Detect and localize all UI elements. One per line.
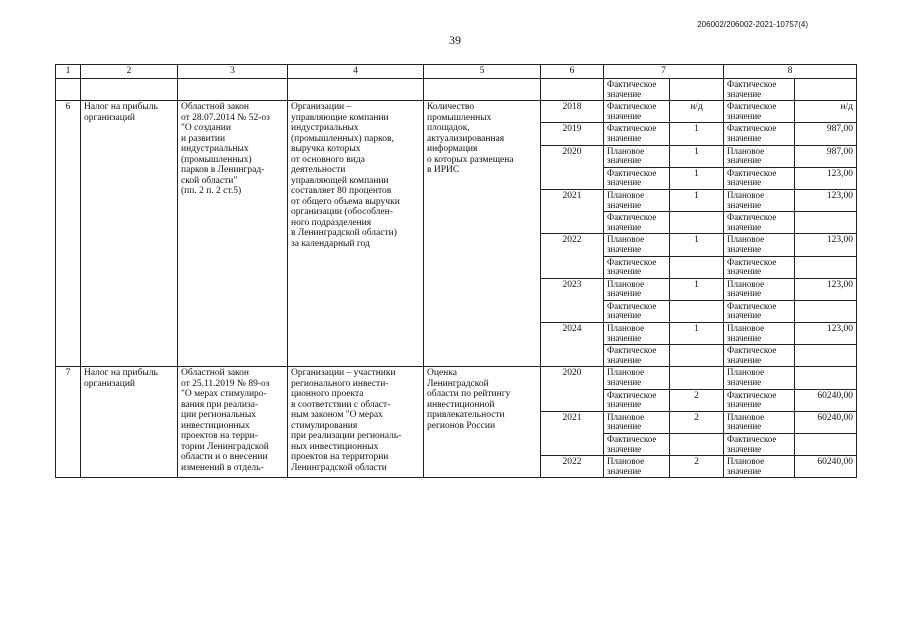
- indicator-type-label: Фактическое значение: [724, 345, 795, 367]
- indicator-type-label: Плановое значение: [604, 323, 670, 345]
- indicator-type-label: Плановое значение: [604, 145, 670, 167]
- year-cell: 2021: [541, 189, 604, 233]
- entry-number: 7: [56, 367, 81, 478]
- year-cell: 2021: [541, 411, 604, 455]
- indicator-value: 1: [670, 189, 724, 211]
- indicator-type-label: Фактическое значение: [724, 256, 795, 278]
- indicator-type-label: Фактическое значение: [724, 167, 795, 189]
- column-number: 5: [424, 65, 541, 79]
- indicator-type-label: Фактическое значение: [604, 434, 670, 456]
- efficiency-indicator: Количество промышленных площадок, актуализированная информация о которых размещена в ИРИС: [424, 101, 541, 367]
- tax-name: Налог на прибыль организаций: [81, 367, 178, 478]
- indicator-type-label: Плановое значение: [724, 367, 795, 389]
- indicator-type-label: Фактическое значение: [604, 300, 670, 322]
- continuation-row: [56, 79, 857, 101]
- indicator-type-label: Плановое значение: [604, 234, 670, 256]
- tax-name: Налог на прибыль организаций: [81, 101, 178, 367]
- benefit-amount: 123,00: [795, 167, 857, 189]
- indicator-type-label: Фактическое значение: [604, 123, 670, 145]
- indicator-type-label: Плановое значение: [724, 145, 795, 167]
- indicator-type-label: Плановое значение: [604, 411, 670, 433]
- table-row: [56, 367, 857, 389]
- indicator-value: 1: [670, 234, 724, 256]
- page-number: 39: [449, 33, 461, 47]
- indicator-type-label: Плановое значение: [724, 456, 795, 478]
- benefit-amount: 123,00: [795, 323, 857, 345]
- year-cell: 2020: [541, 367, 604, 411]
- indicator-value: 1: [670, 145, 724, 167]
- year-cell: 2022: [541, 456, 604, 478]
- indicator-type-label: Плановое значение: [604, 278, 670, 300]
- benefit-amount: [795, 256, 857, 278]
- benefit-amount: [795, 434, 857, 456]
- benefit-amount: [795, 367, 857, 389]
- indicator-type-label: Фактическое значение: [604, 256, 670, 278]
- year-cell: 2024: [541, 323, 604, 367]
- entry-number: 6: [56, 101, 81, 367]
- benefit-amount: [795, 212, 857, 234]
- indicator-type-label: Фактическое значение: [604, 389, 670, 411]
- year-cell: 2019: [541, 123, 604, 145]
- benefit-amount: 123,00: [795, 278, 857, 300]
- year-cell: 2022: [541, 234, 604, 278]
- indicator-type-label: Плановое значение: [604, 189, 670, 211]
- indicator-type-label: Фактическое значение: [724, 389, 795, 411]
- indicator-value: [670, 256, 724, 278]
- year-cell: 2023: [541, 278, 604, 322]
- indicator-type-label: Фактическое значение: [724, 123, 795, 145]
- indicator-type-label: Фактическое значение: [724, 300, 795, 322]
- column-number: 8: [724, 65, 857, 79]
- indicator-type-label: Фактическое значение: [604, 101, 670, 123]
- indicator-type-label: Плановое значение: [724, 189, 795, 211]
- indicator-value: 1: [670, 123, 724, 145]
- column-number: 6: [541, 65, 604, 79]
- table-row: [56, 101, 857, 123]
- indicator-value: 1: [670, 278, 724, 300]
- indicator-type-label: Плановое значение: [724, 234, 795, 256]
- indicator-value: [670, 367, 724, 389]
- benefit-amount: 987,00: [795, 123, 857, 145]
- indicator-value: 2: [670, 456, 724, 478]
- indicator-type-label: Фактическое значение: [604, 212, 670, 234]
- column-number: 1: [56, 65, 81, 79]
- benefit-amount: 60240,00: [795, 411, 857, 433]
- indicator-value: [670, 212, 724, 234]
- indicator-type-label: Фактическое значение: [724, 434, 795, 456]
- indicator-value: 1: [670, 323, 724, 345]
- column-number: 3: [178, 65, 288, 79]
- indicator-type-label: Плановое значение: [724, 411, 795, 433]
- benefit-amount: [795, 345, 857, 367]
- benefit-amount: 987,00: [795, 145, 857, 167]
- indicator-value: 2: [670, 389, 724, 411]
- indicator-value: 2: [670, 411, 724, 433]
- benefits-table: [55, 64, 857, 478]
- benefit-amount: 123,00: [795, 189, 857, 211]
- legal-basis: Областной закон от 28.07.2014 № 52-оз "О создании и развитии индустриальных (промышленных) парков в Ленинград- ской области" (пп. 2 п. 2 ст.5): [178, 101, 288, 367]
- indicator-type-label: Плановое значение: [604, 456, 670, 478]
- column-number: 2: [81, 65, 178, 79]
- benefit-amount: 60240,00: [795, 389, 857, 411]
- document-id: 206002/206002-2021-10757(4): [697, 20, 808, 29]
- column-number-row: [56, 65, 857, 79]
- column-number: 7: [604, 65, 724, 79]
- efficiency-indicator: Оценка Ленинградской области по рейтингу инвестиционной привлекательности регионов России: [424, 367, 541, 478]
- indicator-type-label: Плановое значение: [724, 278, 795, 300]
- indicator-type-label: Фактическое значение: [724, 79, 795, 101]
- indicator-type-label: Плановое значение: [604, 367, 670, 389]
- benefit-recipients: Организации – участники регионального инвести- ционного проекта в соответствии с област- ным законом "О мерах стимулирования при реализации региональ- ных инвестиционных проектов на территории Ленинградской области: [288, 367, 424, 478]
- benefit-amount: [795, 300, 857, 322]
- year-cell: 2020: [541, 145, 604, 189]
- indicator-value: [670, 345, 724, 367]
- year-cell: 2018: [541, 101, 604, 123]
- indicator-type-label: Фактическое значение: [724, 212, 795, 234]
- indicator-value: 1: [670, 167, 724, 189]
- benefit-amount: 60240,00: [795, 456, 857, 478]
- benefit-amount: н/д: [795, 101, 857, 123]
- indicator-value: [670, 300, 724, 322]
- column-number: 4: [288, 65, 424, 79]
- indicator-type-label: Плановое значение: [724, 323, 795, 345]
- indicator-value: [670, 434, 724, 456]
- indicator-type-label: Фактическое значение: [604, 167, 670, 189]
- legal-basis: Областной закон от 25.11.2019 № 89-оз "О мерах стимулиро- вания при реализа- ции региональных инвестиционных проектов на терри- тории Ленинградской области и о внесении изменений в отдель-: [178, 367, 288, 478]
- indicator-value: н/д: [670, 101, 724, 123]
- indicator-type-label: Фактическое значение: [604, 79, 670, 101]
- indicator-type-label: Фактическое значение: [724, 101, 795, 123]
- benefit-amount: 123,00: [795, 234, 857, 256]
- benefit-recipients: Организации – управляющие компании индустриальных (промышленных) парков, выручка которых от основного вида деятельности управляющей компании составляет 80 процентов от общего объема выручки организации (обособлен- ного подразделения в Ленинградской области) за календарный год: [288, 101, 424, 367]
- indicator-type-label: Фактическое значение: [604, 345, 670, 367]
